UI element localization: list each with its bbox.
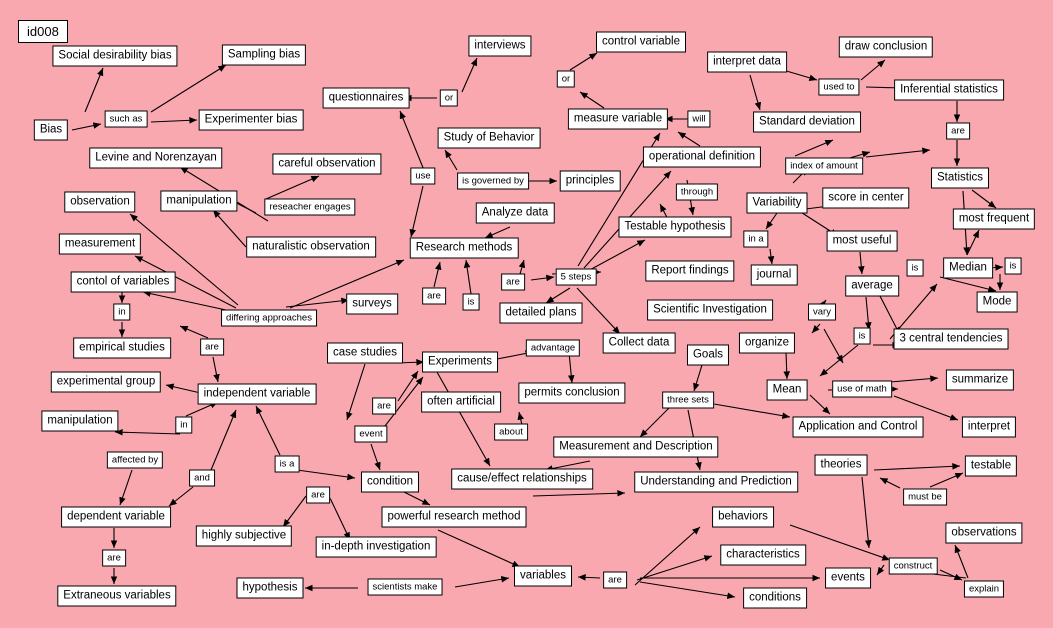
edge-label-are[interactable]: are: [501, 274, 525, 291]
edge-arrow: [861, 60, 885, 80]
edge-arrow: [766, 213, 777, 229]
concept-node-empirical-studies[interactable]: empirical studies: [73, 338, 171, 359]
concept-node-conditions[interactable]: conditions: [743, 588, 807, 609]
concept-node-experimenter-bias[interactable]: Experimenter bias: [199, 110, 304, 131]
concept-node-report-findings[interactable]: Report findings: [645, 261, 734, 282]
edge-arrow: [520, 260, 524, 274]
edge-label-about[interactable]: about: [494, 424, 528, 441]
concept-node-observation[interactable]: observation: [64, 192, 135, 213]
edge-arrow: [466, 260, 471, 294]
edge-arrow: [371, 444, 380, 470]
edge-arrow: [462, 58, 477, 92]
edge-label-is[interactable]: is: [1005, 258, 1022, 275]
concept-node-testable-hypothesis[interactable]: Testable hypothesis: [618, 217, 731, 238]
edge-label-explain[interactable]: explain: [964, 581, 1004, 598]
edge-arrow: [256, 406, 280, 455]
concept-node-naturalistic-observation[interactable]: naturalistic observation: [246, 237, 376, 258]
edge-arrow: [580, 92, 604, 108]
edge-arrow: [770, 249, 772, 264]
concept-node-independent-variable[interactable]: independent variable: [198, 384, 317, 405]
concept-node-scientific-investigation[interactable]: Scientific Investigation: [647, 300, 773, 321]
edge-arrow: [169, 487, 193, 506]
concept-node-contol-of-variables[interactable]: contol of variables: [71, 272, 176, 293]
concept-node-organize[interactable]: organize: [739, 333, 795, 354]
concept-node-surveys[interactable]: surveys: [346, 294, 398, 315]
edge-arrow: [297, 470, 355, 478]
edge-label-through[interactable]: through: [676, 184, 718, 201]
concept-node-interviews[interactable]: interviews: [468, 36, 531, 57]
concept-node-goals[interactable]: Goals: [687, 345, 729, 366]
concept-node-measure-variable[interactable]: measure variable: [568, 109, 668, 130]
edge-label-scientists-make[interactable]: scientists make: [368, 579, 443, 596]
edge-arrow: [485, 227, 510, 238]
edge-label-are[interactable]: are: [603, 572, 627, 589]
edge-arrow: [967, 230, 979, 255]
edge-label-is-a[interactable]: is a: [275, 456, 300, 473]
concept-node-measurement-and-description[interactable]: Measurement and Description: [553, 437, 718, 458]
edge-arrow: [72, 124, 101, 130]
edge-label-reseacher-engages[interactable]: reseacher engages: [264, 199, 355, 216]
edge-label-5-steps[interactable]: 5 steps: [556, 269, 597, 286]
edge-label-differing-approaches[interactable]: differing approaches: [221, 310, 317, 327]
edge-label-three-sets[interactable]: three sets: [662, 392, 714, 409]
edge-arrow: [438, 530, 520, 567]
concept-node-variables[interactable]: variables: [514, 566, 572, 587]
edge-arrow: [714, 404, 790, 417]
concept-node-research-methods[interactable]: Research methods: [410, 238, 519, 259]
edge-arrow: [120, 470, 132, 505]
edge-label-in-a[interactable]: in a: [743, 231, 768, 248]
edge-label-is-governed-by[interactable]: is governed by: [457, 173, 529, 190]
edge-arrow: [812, 324, 820, 333]
concept-node-behaviors[interactable]: behaviors: [712, 507, 774, 528]
edge-label-use[interactable]: use: [410, 168, 435, 185]
edge-label-is[interactable]: is: [463, 294, 480, 311]
edge-arrow: [640, 582, 735, 597]
page-title: id008: [18, 20, 68, 43]
edge-arrow: [213, 357, 218, 382]
edge-label-are[interactable]: are: [306, 487, 330, 504]
edge-label-vary[interactable]: vary: [808, 304, 836, 321]
edge-arrow: [578, 577, 600, 578]
concept-node-often-artificial[interactable]: often artificial: [421, 392, 501, 413]
concept-node-variability[interactable]: Variability: [747, 193, 808, 214]
edge-arrow: [437, 372, 490, 466]
concept-node-observations[interactable]: observations: [945, 523, 1022, 544]
edge-arrow: [577, 288, 620, 334]
edge-arrow: [85, 68, 103, 112]
concept-node-manipulation[interactable]: manipulation: [41, 411, 118, 432]
concept-node-draw-conclusion[interactable]: draw conclusion: [839, 37, 933, 58]
concept-node-careful-observation[interactable]: careful observation: [272, 154, 381, 175]
concept-node-mean[interactable]: Mean: [767, 380, 808, 401]
concept-node-inferential-statistics[interactable]: Inferential statistics: [894, 80, 1004, 101]
edge-label-will[interactable]: will: [687, 111, 710, 128]
edge-label-construct[interactable]: construct: [889, 558, 938, 575]
concept-node-extraneous-variables[interactable]: Extraneous variables: [57, 586, 176, 607]
edge-arrow: [211, 410, 236, 470]
concept-node-measurement[interactable]: measurement: [59, 234, 141, 255]
edge-label-advantage[interactable]: advantage: [526, 340, 580, 357]
concept-node-levine-and-norenzayan[interactable]: Levine and Norenzayan: [89, 148, 222, 169]
concept-node-questionnaires[interactable]: questionnaires: [323, 88, 410, 109]
concept-node-manipulation[interactable]: manipulation: [160, 191, 237, 212]
edge-arrow: [455, 578, 509, 587]
edge-label-use-of-math[interactable]: use of math: [832, 381, 892, 398]
edge-arrow: [860, 252, 862, 274]
edge-arrow: [635, 527, 700, 585]
concept-node-control-variable[interactable]: control variable: [596, 32, 686, 53]
concept-node-sampling-bias[interactable]: Sampling bias: [222, 45, 306, 66]
edge-arrow: [862, 477, 869, 548]
edge-label-such-as[interactable]: such as: [105, 111, 148, 128]
edge-arrow: [750, 75, 760, 110]
concept-node-case-studies[interactable]: case studies: [327, 343, 403, 364]
edge-label-or[interactable]: or: [557, 71, 575, 88]
concept-node-interpret[interactable]: interpret: [962, 417, 1016, 438]
edge-label-used-to[interactable]: used to: [818, 79, 859, 96]
concept-node-in-depth-investigation[interactable]: in-depth investigation: [316, 537, 437, 558]
concept-node-cause-effect-relationships[interactable]: cause/effect relationships: [451, 469, 593, 490]
edge-arrow: [151, 65, 226, 112]
edge-arrow: [213, 210, 246, 247]
edge-label-are[interactable]: are: [372, 398, 396, 415]
edge-arrow: [786, 352, 787, 379]
concept-node-standard-deviation[interactable]: Standard deviation: [753, 112, 861, 133]
edge-label-affected-by[interactable]: affected by: [107, 452, 163, 469]
concept-node-condition[interactable]: condition: [361, 472, 419, 493]
edge-arrow: [115, 432, 180, 434]
concept-node-experimental-group[interactable]: experimental group: [51, 372, 161, 393]
edge-arrow: [434, 262, 440, 287]
concept-node-summarize[interactable]: summarize: [946, 370, 1014, 391]
edge-arrow: [940, 277, 996, 291]
edge-arrow: [151, 120, 197, 122]
concept-node-analyze-data[interactable]: Analyze data: [476, 203, 555, 224]
edge-arrow: [880, 478, 900, 488]
concept-node-operational-definition[interactable]: operational definition: [643, 147, 761, 168]
edge-arrow: [877, 565, 884, 575]
concept-node-detailed-plans[interactable]: detailed plans: [500, 303, 583, 324]
edge-arrow: [694, 365, 702, 391]
concept-node-journal[interactable]: journal: [751, 265, 798, 286]
edge-label-in[interactable]: in: [113, 304, 130, 321]
concept-node-experiments[interactable]: Experiments: [422, 352, 498, 373]
edge-label-are[interactable]: are: [946, 123, 970, 140]
concept-node-most-frequent[interactable]: most frequent: [953, 209, 1035, 230]
edge-arrow: [678, 132, 700, 146]
edge-label-event[interactable]: event: [354, 426, 387, 443]
edge-label-and[interactable]: and: [189, 470, 215, 487]
concept-node-study-of-behavior[interactable]: Study of Behavior: [438, 128, 541, 149]
concept-node-statistics[interactable]: Statistics: [931, 168, 989, 189]
edge-arrow: [180, 326, 208, 338]
edge-arrow: [930, 473, 963, 487]
edge-arrow: [266, 176, 319, 199]
edge-label-is[interactable]: is: [907, 260, 924, 277]
concept-node-3-central-tendencies[interactable]: 3 central tendencies: [894, 329, 1009, 350]
edge-arrow: [972, 190, 996, 208]
concept-node-hypothesis[interactable]: hypothesis: [237, 578, 304, 599]
concept-node-collect-data[interactable]: Collect data: [603, 333, 676, 354]
edge-arrow: [866, 297, 869, 330]
edge-arrow: [531, 277, 554, 280]
concept-node-events[interactable]: events: [825, 568, 871, 589]
edge-label-index-of-amount[interactable]: index of amount: [785, 158, 863, 175]
edge-arrow: [283, 496, 306, 527]
edge-arrow: [640, 408, 669, 437]
concept-node-permits-conclusion[interactable]: permits conclusion: [518, 383, 625, 404]
edge-label-are[interactable]: are: [200, 339, 224, 356]
edge-arrow: [533, 493, 625, 496]
edge-arrow: [330, 498, 350, 540]
concept-node-mode[interactable]: Mode: [977, 292, 1018, 313]
concept-node-understanding-and-prediction[interactable]: Understanding and Prediction: [634, 472, 798, 493]
edge-arrow: [874, 466, 960, 470]
edge-label-must-be[interactable]: must be: [903, 489, 947, 506]
edge-arrow: [955, 545, 968, 578]
edge-label-or[interactable]: or: [440, 90, 458, 107]
edge-arrow: [810, 395, 830, 414]
edge-label-in[interactable]: in: [175, 417, 192, 434]
concept-node-powerful-research-method[interactable]: powerful research method: [382, 507, 527, 528]
concept-node-social-desirability-bias[interactable]: Social desirability bias: [52, 46, 177, 67]
edge-arrow: [890, 378, 938, 382]
concept-node-principles[interactable]: principles: [560, 171, 621, 192]
concept-node-dependent-variable[interactable]: dependent variable: [61, 507, 171, 528]
edge-arrow: [795, 140, 833, 156]
concept-node-characteristics[interactable]: characteristics: [720, 545, 806, 566]
edge-label-are[interactable]: are: [422, 288, 446, 305]
edge-arrow: [637, 556, 712, 580]
concept-node-median[interactable]: Median: [943, 258, 993, 279]
concept-node-score-in-center[interactable]: score in center: [822, 188, 909, 209]
concept-node-most-useful[interactable]: most useful: [827, 231, 898, 252]
edge-label-is[interactable]: is: [854, 328, 871, 345]
edge-arrow: [820, 345, 858, 376]
concept-node-interpret-data[interactable]: interpret data: [707, 52, 787, 73]
concept-node-testable[interactable]: testable: [965, 456, 1017, 477]
concept-node-highly-subjective[interactable]: highly subjective: [196, 526, 292, 547]
edge-arrow: [866, 150, 930, 157]
edge-arrow: [143, 292, 226, 310]
edge-arrow: [347, 364, 365, 420]
concept-node-application-and-control[interactable]: Application and Control: [793, 417, 924, 438]
edge-arrow: [411, 186, 423, 237]
concept-node-bias[interactable]: Bias: [34, 120, 68, 141]
concept-node-theories[interactable]: theories: [815, 455, 868, 476]
edge-label-are[interactable]: are: [102, 550, 126, 567]
edge-arrow: [546, 288, 570, 303]
edge-arrow: [824, 329, 843, 363]
edge-arrow: [570, 53, 597, 70]
edge-arrow: [445, 150, 457, 170]
concept-node-average[interactable]: average: [845, 276, 899, 297]
